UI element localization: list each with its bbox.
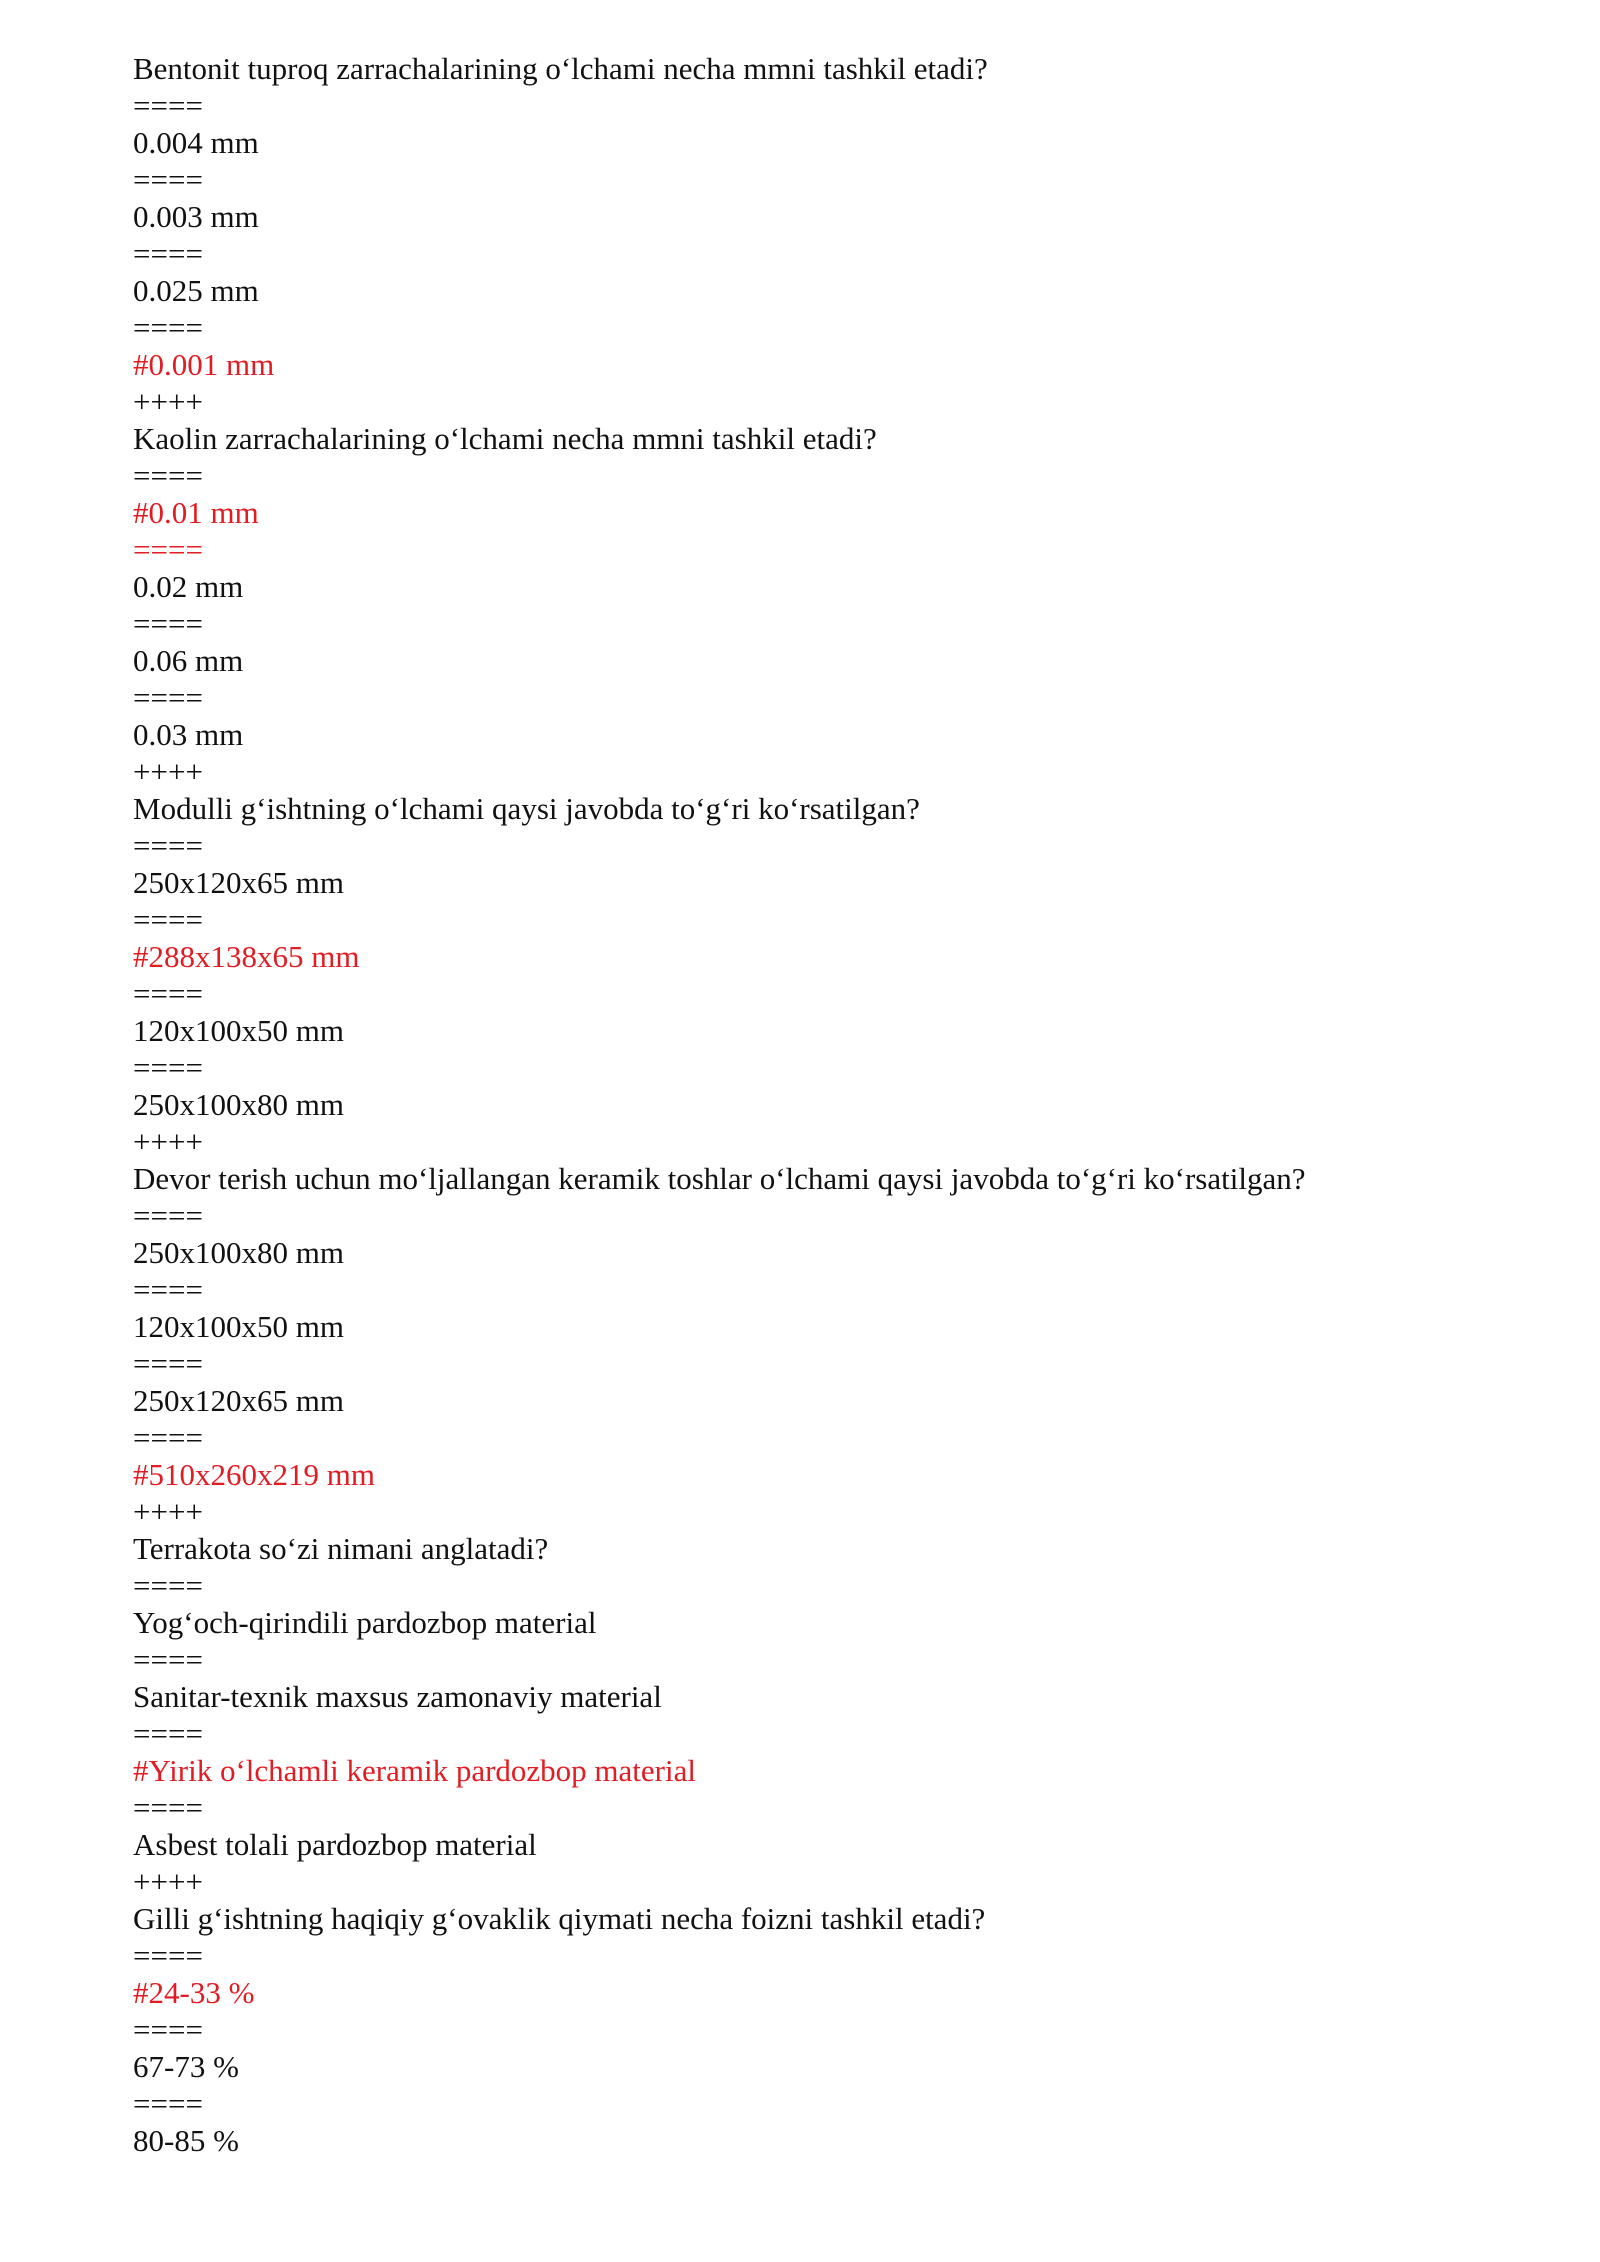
- separator-line: ====: [133, 1420, 203, 1455]
- correct-answer-option: #Yirik o‘lchamli keramik pardozbop material: [133, 1753, 696, 1788]
- answer-option: 120x100x50 mm: [133, 1013, 344, 1048]
- answer-option: 250x100x80 mm: [133, 1087, 344, 1122]
- question-text: Kaolin zarrachalarining o‘lchami necha mmni tashkil etadi?: [133, 421, 877, 456]
- separator-line: ++++: [133, 754, 203, 789]
- separator-line: ====: [133, 1642, 203, 1677]
- separator-line: ====: [133, 88, 203, 123]
- separator-line: ====: [133, 1568, 203, 1603]
- answer-option: 67-73 %: [133, 2049, 239, 2084]
- separator-line: ====: [133, 902, 203, 937]
- separator-line: ====: [133, 1938, 203, 1973]
- separator-line: ====: [133, 310, 203, 345]
- answer-option: 0.06 mm: [133, 643, 244, 678]
- separator-line: ====: [133, 162, 203, 197]
- answer-option: Asbest tolali pardozbop material: [133, 1827, 537, 1862]
- separator-line: ====: [133, 236, 203, 271]
- separator-line: ====: [133, 2012, 203, 2047]
- separator-line: ====: [133, 532, 203, 567]
- question-text: Devor terish uchun mo‘ljallangan keramik toshlar o‘lchami qaysi javobda to‘g‘ri ko‘rsatilgan?: [133, 1161, 1306, 1196]
- separator-line: ++++: [133, 1124, 203, 1159]
- answer-option: 250x120x65 mm: [133, 1383, 344, 1418]
- answer-option: 0.02 mm: [133, 569, 244, 604]
- document-body: [133, 50, 1533, 2159]
- answer-option: 80-85 %: [133, 2123, 239, 2158]
- question-text: Gilli g‘ishtning haqiqiy g‘ovaklik qiymati necha foizni tashkil etadi?: [133, 1901, 986, 1936]
- separator-line: ====: [133, 458, 203, 493]
- answer-option: 0.025 mm: [133, 273, 259, 308]
- answer-option: 250x120x65 mm: [133, 865, 344, 900]
- separator-line: ++++: [133, 1494, 203, 1529]
- separator-line: ====: [133, 2086, 203, 2121]
- separator-line: ====: [133, 680, 203, 715]
- separator-line: ====: [133, 1050, 203, 1085]
- question-text: Modulli g‘ishtning o‘lchami qaysi javobda to‘g‘ri ko‘rsatilgan?: [133, 791, 920, 826]
- separator-line: ====: [133, 1790, 203, 1825]
- correct-answer-option: #24-33 %: [133, 1975, 255, 2010]
- answer-option: 120x100x50 mm: [133, 1309, 344, 1344]
- separator-line: ====: [133, 976, 203, 1011]
- answer-option: 0.03 mm: [133, 717, 244, 752]
- question-text: Bentonit tuproq zarrachalarining o‘lchami necha mmni tashkil etadi?: [133, 51, 988, 86]
- answer-option: 0.004 mm: [133, 125, 259, 160]
- separator-line: ====: [133, 828, 203, 863]
- correct-answer-option: #288x138x65 mm: [133, 939, 360, 974]
- correct-answer-option: #0.01 mm: [133, 495, 259, 530]
- separator-line: ====: [133, 1716, 203, 1751]
- answer-option: 0.003 mm: [133, 199, 259, 234]
- answer-option: Sanitar-texnik maxsus zamonaviy material: [133, 1679, 662, 1714]
- answer-option: 250x100x80 mm: [133, 1235, 344, 1270]
- correct-answer-option: #510x260x219 mm: [133, 1457, 375, 1492]
- correct-answer-option: #0.001 mm: [133, 347, 275, 382]
- separator-line: ====: [133, 1198, 203, 1233]
- answer-option: Yog‘och-qirindili pardozbop material: [133, 1605, 597, 1640]
- question-text: Terrakota so‘zi nimani anglatadi?: [133, 1531, 549, 1566]
- separator-line: ++++: [133, 1864, 203, 1899]
- separator-line: ====: [133, 606, 203, 641]
- separator-line: ====: [133, 1272, 203, 1307]
- separator-line: ====: [133, 1346, 203, 1381]
- separator-line: ++++: [133, 384, 203, 419]
